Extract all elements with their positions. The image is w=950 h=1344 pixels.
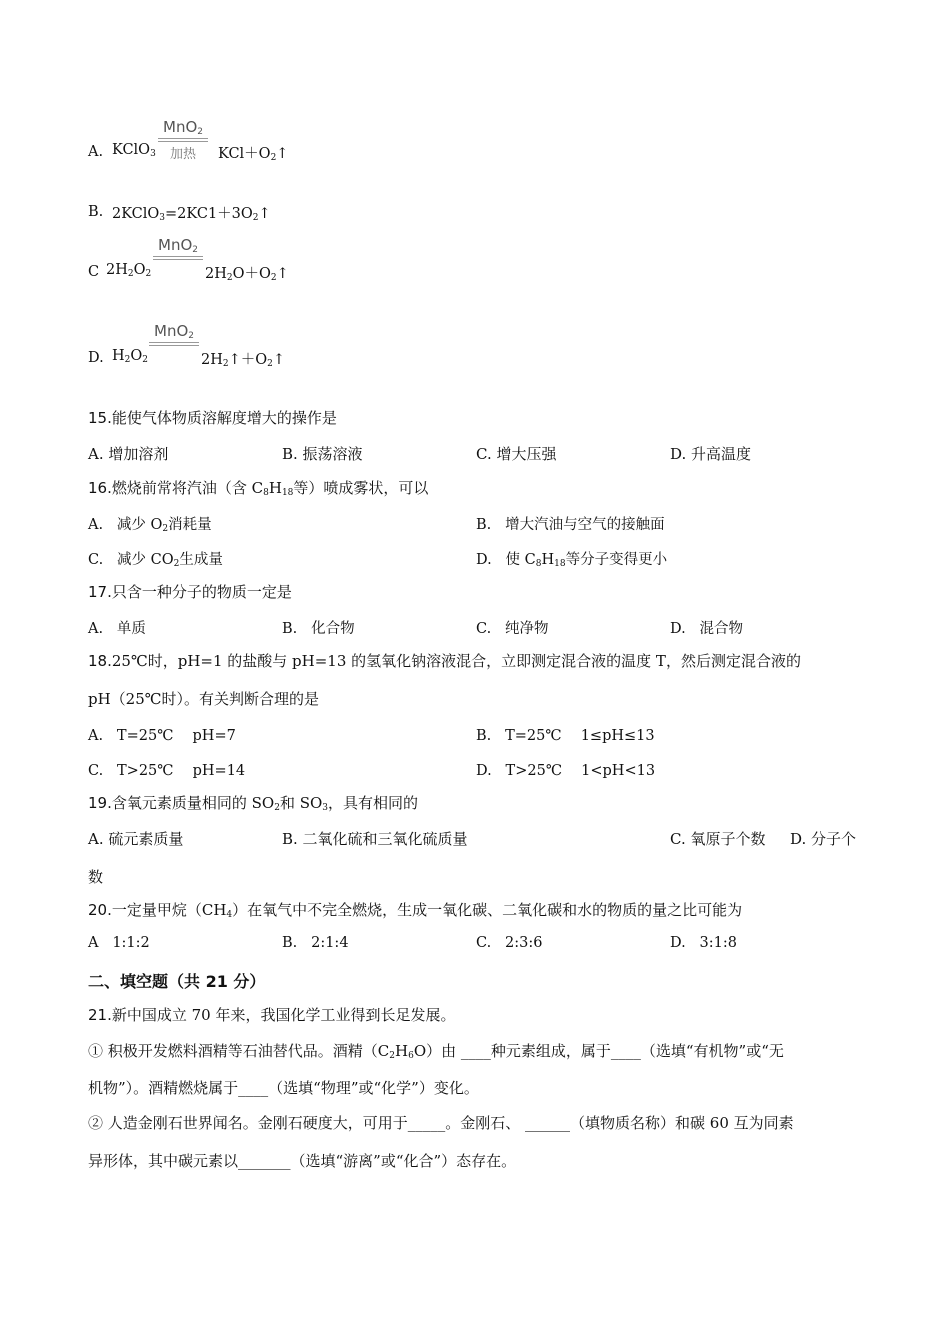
q19-option-a: A. 硫元素质量 [88, 830, 184, 848]
q15-option-a: A. 增加溶剂 [88, 445, 169, 463]
q18-option-d: D. T>25℃ 1<pH<13 [476, 763, 656, 779]
section-title: 二、填空题（共 21 分） [88, 972, 266, 991]
q19-option-d-wrap: 数 [88, 868, 104, 886]
q20-option-a: A 1:1:2 [88, 935, 150, 951]
question-number: 20. [88, 901, 112, 919]
q14-c-product: $2H_2O+O_2↑$ [205, 266, 289, 283]
question-number: 18. [88, 652, 112, 670]
question-number: 16. [88, 479, 112, 497]
q14-d-condition: MnO$_2$ [149, 322, 199, 347]
q16-option-b: B. 增大汽油与空气的接触面 [476, 517, 665, 533]
q16-option-d: D. 使 $C_8H_{18}$等分子变得更小 [476, 552, 668, 569]
q17-stem [88, 582, 292, 602]
q17-option-c: C. 纯净物 [476, 621, 549, 637]
q16-stem: 16.燃烧前常将汽油（含 $C_8H_{18}$等）喷成雾状，可以 [88, 479, 429, 498]
q18-stem-line1: 18.25℃时，pH=1 的盐酸与 pH=13 的氢氧化钠溶液混合，立即测定混合液的温度 T，然后测定混合液的 [88, 652, 801, 670]
q14-c-condition: MnO$_2$ [153, 236, 203, 261]
q17-option-d: D. 混合物 [670, 621, 744, 637]
q14-b-equation: $2KClO_3=2KC1+3O_2↑$ [112, 206, 271, 223]
q18-stem-line2: pH（25℃时）。有关判断合理的是 [88, 690, 320, 708]
q18-option-c: C. T>25℃ pH=14 [88, 763, 246, 779]
q15-option-b: B. 振荡溶液 [282, 445, 363, 463]
q15-stem [88, 408, 337, 428]
q21-stem: 21.新中国成立 70 年来，我国化学工业得到长足发展。 [88, 1006, 456, 1024]
q16-option-c: C. 减少 $CO_2$生成量 [88, 552, 223, 569]
q14-a-product: $KCl+O_2↑$ [218, 146, 289, 163]
q14-option-a [88, 142, 103, 162]
q14-option-b [88, 202, 103, 222]
question-number: 15. [88, 409, 112, 427]
option-label: A. [88, 144, 104, 160]
q14-a-condition: MnO$_2$ 加热 [158, 118, 208, 162]
q21-part2-line2: 异形体，其中碳元素以_______（选填“游离”或“化合”）态存在。 [88, 1152, 517, 1170]
q21-part1-line2: 机物”）。酒精燃烧属于____（选填“物理”或“化学”）变化。 [88, 1079, 479, 1097]
option-label: C [88, 264, 100, 280]
q20-option-b: B. 2:1:4 [282, 935, 349, 951]
q14-d-product: $2H_2↑+O_2↑$ [201, 352, 286, 369]
q19-stem: 19.含氧元素质量相同的 $SO_2$和 $SO_3$，具有相同的 [88, 794, 419, 813]
q14-option-d [88, 348, 104, 368]
q18-option-b: B. T=25℃ 1≤pH≤13 [476, 728, 655, 744]
q15-option-d: D. 升高温度 [670, 445, 752, 463]
question-text: 只含一种分子的物质一定是 [111, 583, 292, 601]
q14-option-c [88, 262, 99, 282]
q19-option-b: B. 二氧化硫和三氧化硫质量 [282, 830, 468, 848]
q20-option-d: D. 3:1:8 [670, 935, 737, 951]
q14-d-reactant: $H_2O_2$ [112, 348, 149, 365]
question-number: 21. [88, 1006, 112, 1024]
q18-option-a: A. T=25℃ pH=7 [88, 728, 236, 744]
q20-stem: 20.一定量甲烷$(CH_4)$在氧气中不完全燃烧，生成一氧化碳、二氧化碳和水的物质的量之比可能为 [88, 901, 743, 920]
q19-option-d: D. 分子个 [790, 830, 857, 848]
q20-option-c: C. 2:3:6 [476, 935, 543, 951]
question-text: 能使气体物质溶解度增大的操作是 [111, 409, 337, 427]
q14-c-reactant: $2H_2O_2$ [106, 262, 152, 279]
q15-option-c: C. 增大压强 [476, 445, 557, 463]
option-label: B. [88, 204, 104, 220]
q21-part1-line1: ① 积极开发燃料酒精等石油替代品。酒精$(C_2H_6O)$由 ____种元素组成，属于____（选填“有机物”或“无 [88, 1042, 784, 1061]
q14-a-reactant: KClO$_3$ [112, 142, 156, 159]
q19-option-c: C. 氧原子个数 [670, 830, 766, 848]
option-label: D. [88, 350, 104, 366]
question-number: 19. [88, 794, 112, 812]
q17-option-a: A. 单质 [88, 621, 146, 637]
q16-option-a: A. 减少 $O_2$消耗量 [88, 517, 212, 534]
question-number: 17. [88, 583, 112, 601]
q21-part2-line1: ② 人造金刚石世界闻名。金刚石硬度大，可用于_____。金刚石、 ______（填物质名称）和碳 60 互为同素 [88, 1114, 794, 1132]
q17-option-b: B. 化合物 [282, 621, 355, 637]
